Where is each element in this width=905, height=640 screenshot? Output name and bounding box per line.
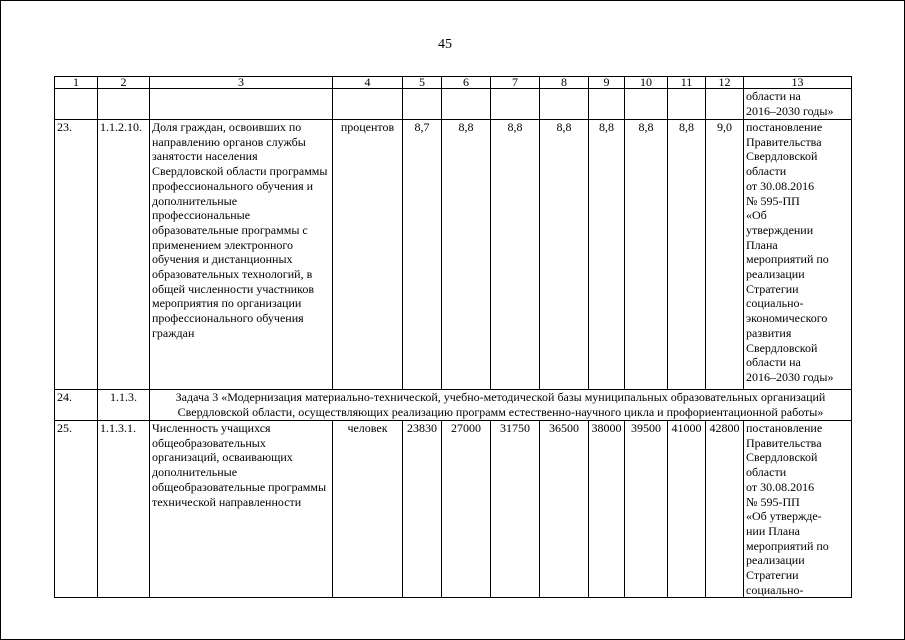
row-code: 1.1.3. [98, 390, 150, 421]
indicators-table [54, 76, 852, 598]
value-cell: 8,7 [403, 120, 442, 390]
header-cell: 11 [668, 77, 706, 89]
row-number: 23. [55, 120, 98, 390]
header-cell: 2 [98, 77, 150, 89]
table-row [55, 120, 852, 390]
value-cell: 9,0 [706, 120, 744, 390]
header-cell: 13 [744, 77, 852, 89]
task-row [55, 390, 852, 421]
unit-cell: человек [333, 421, 403, 598]
task-title: Задача 3 «Модернизация материально-технической, учебно-методической базы муниципальных образовательных организаций Свердловской области, осуществляющих реализацию программ естественно-научного цикла и профориентационной работы» [150, 390, 852, 421]
header-cell: 6 [442, 77, 491, 89]
value-cell: 39500 [625, 421, 668, 598]
header-row [55, 77, 852, 89]
value-cell: 42800 [706, 421, 744, 598]
indicator-name: Доля граждан, освоивших по направлению органов службы занятости населения Свердловской области программы профессионального обучения и дополнительные профессиональные образовательные программы с применением электронного обучения и дистанционных образовательных технологий, в общей численности участников мероприятия по организации профессионального обучения граждан [150, 120, 333, 390]
header-cell: 5 [403, 77, 442, 89]
value-cell: 8,8 [540, 120, 589, 390]
header-cell: 3 [150, 77, 333, 89]
row-code: 1.1.3.1. [98, 421, 150, 598]
source-cell: постановление Правительства Свердловской области от 30.08.2016 № 595-ПП «Об утвержде- нии Плана мероприятий по реализации Стратегии социально- [744, 421, 852, 598]
indicator-name: Численность учащихся общеобразовательных организаций, осваивающих дополнительные общеобразовательные программы технической направленности [150, 421, 333, 598]
value-cell: 8,8 [589, 120, 625, 390]
continuation-row [55, 89, 852, 120]
row-number: 25. [55, 421, 98, 598]
table-row [55, 421, 852, 598]
header-cell: 7 [491, 77, 540, 89]
value-cell: 36500 [540, 421, 589, 598]
value-cell: 8,8 [625, 120, 668, 390]
unit-cell: процентов [333, 120, 403, 390]
header-cell: 1 [55, 77, 98, 89]
header-cell: 8 [540, 77, 589, 89]
source-cell: области на 2016–2030 годы» [744, 89, 852, 120]
value-cell: 38000 [589, 421, 625, 598]
row-number: 24. [55, 390, 98, 421]
row-code: 1.1.2.10. [98, 120, 150, 390]
value-cell: 8,8 [442, 120, 491, 390]
header-cell: 12 [706, 77, 744, 89]
value-cell: 31750 [491, 421, 540, 598]
value-cell: 8,8 [491, 120, 540, 390]
header-cell: 4 [333, 77, 403, 89]
page-number: 45 [438, 37, 452, 52]
value-cell: 8,8 [668, 120, 706, 390]
header-cell: 9 [589, 77, 625, 89]
header-cell: 10 [625, 77, 668, 89]
value-cell: 23830 [403, 421, 442, 598]
value-cell: 27000 [442, 421, 491, 598]
source-cell: постановление Правительства Свердловской области от 30.08.2016 № 595-ПП «Об утверждении Плана мероприятий по реализации Стратегии социально- экономического развития Свердловской области на 2016–2030 годы» [744, 120, 852, 390]
value-cell: 41000 [668, 421, 706, 598]
